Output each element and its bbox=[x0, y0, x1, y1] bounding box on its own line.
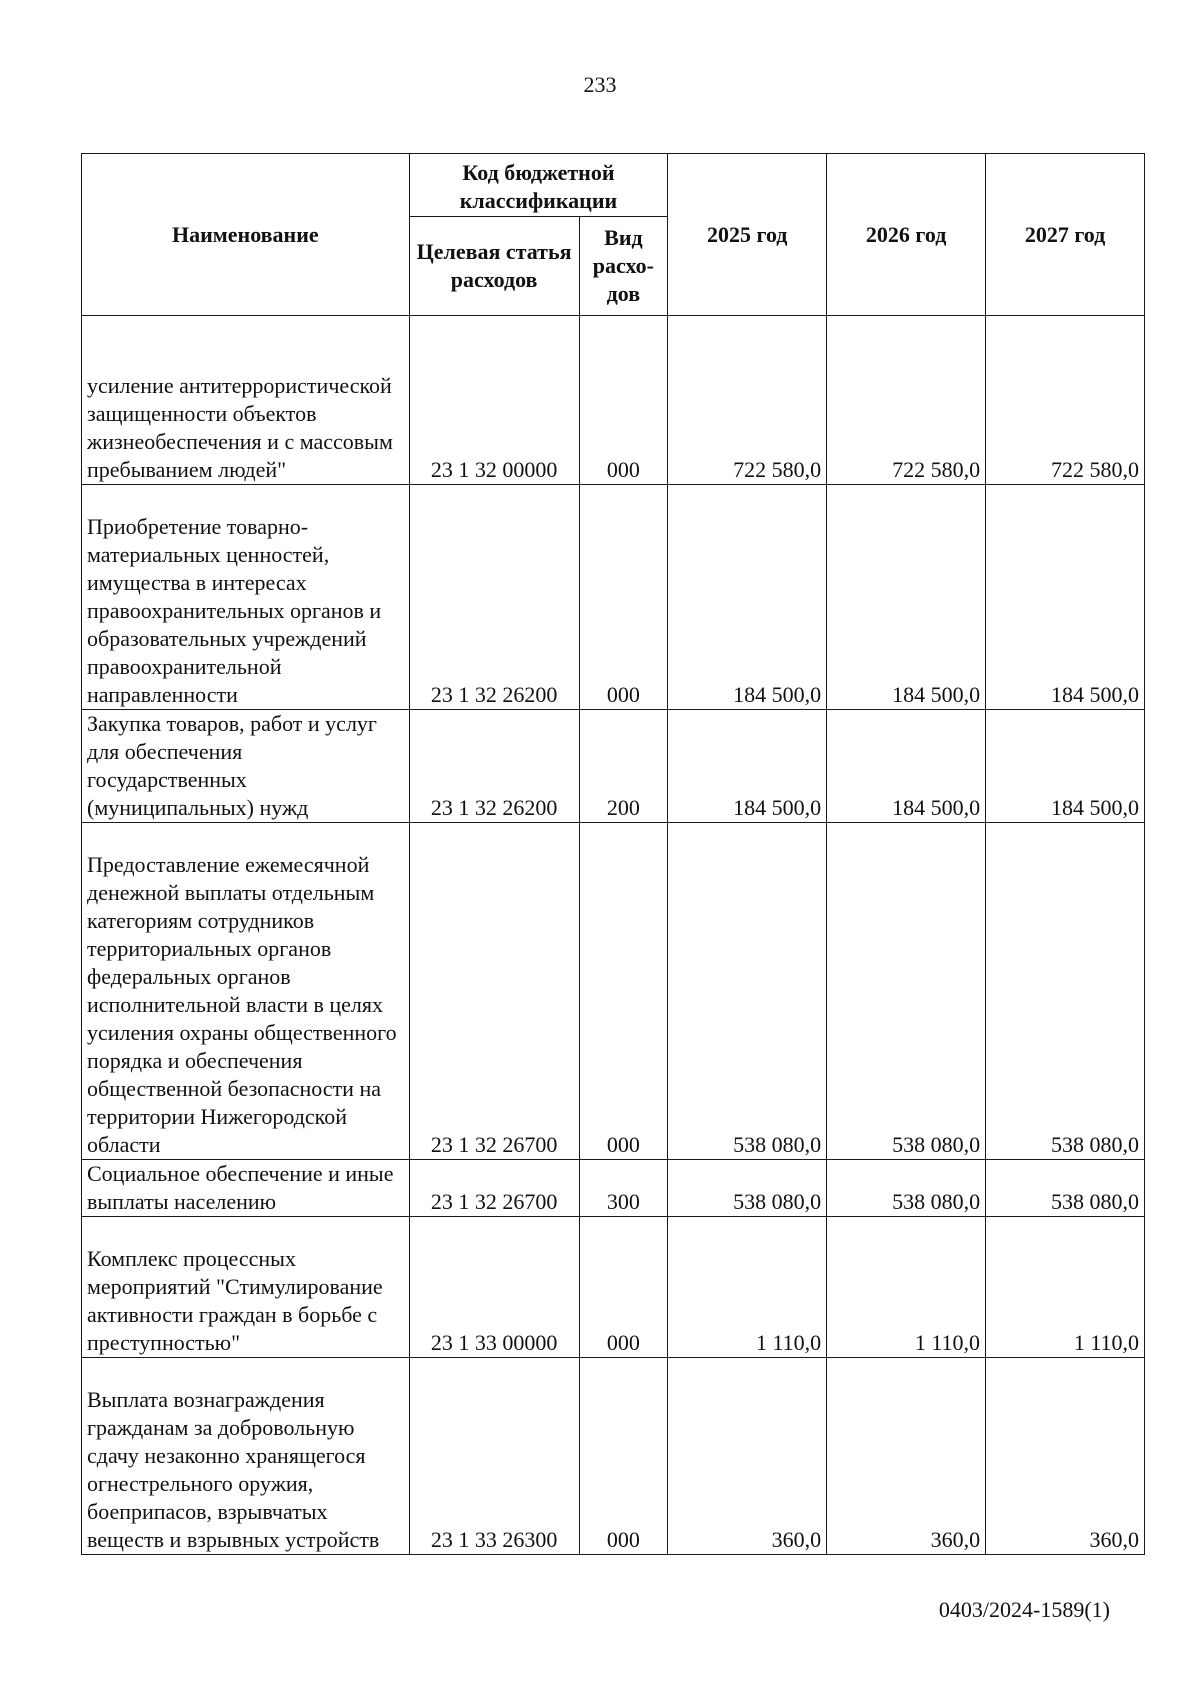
row-value-2026: 722 580,0 bbox=[827, 316, 986, 485]
row-name: Комплекс процессных мероприятий "Стимулирование активности граждан в борьбе с преступностью" bbox=[82, 1217, 410, 1358]
header-year-2027: 2027 год bbox=[986, 154, 1145, 316]
budget-table bbox=[81, 153, 1145, 1555]
row-value-2025: 538 080,0 bbox=[668, 1160, 827, 1217]
header-year-2025: 2025 год bbox=[668, 154, 827, 316]
table-row bbox=[82, 485, 1145, 710]
row-name: Социальное обеспечение и иные выплаты населению bbox=[82, 1160, 410, 1217]
header-kbk-group: Код бюджетной классификации bbox=[409, 154, 668, 217]
header-name: Наименование bbox=[82, 154, 410, 316]
table-row bbox=[82, 710, 1145, 823]
header-expense-type: Вид расхо-дов bbox=[579, 217, 668, 316]
row-value-2027: 360,0 bbox=[986, 1358, 1145, 1555]
row-value-2025: 722 580,0 bbox=[668, 316, 827, 485]
row-value-2027: 184 500,0 bbox=[986, 710, 1145, 823]
row-target-article: 23 1 32 26700 bbox=[409, 823, 579, 1160]
table-row bbox=[82, 1358, 1145, 1555]
row-value-2026: 360,0 bbox=[827, 1358, 986, 1555]
row-value-2027: 538 080,0 bbox=[986, 1160, 1145, 1217]
row-value-2027: 722 580,0 bbox=[986, 316, 1145, 485]
row-target-article: 23 1 32 26200 bbox=[409, 485, 579, 710]
row-value-2026: 184 500,0 bbox=[827, 485, 986, 710]
row-expense-type: 000 bbox=[579, 823, 668, 1160]
row-value-2025: 360,0 bbox=[668, 1358, 827, 1555]
table-row bbox=[82, 316, 1145, 485]
row-expense-type: 000 bbox=[579, 1358, 668, 1555]
row-value-2026: 538 080,0 bbox=[827, 823, 986, 1160]
row-value-2026: 1 110,0 bbox=[827, 1217, 986, 1358]
table-row bbox=[82, 1217, 1145, 1358]
page-number: 233 bbox=[583, 72, 617, 97]
row-value-2026: 538 080,0 bbox=[827, 1160, 986, 1217]
row-value-2027: 184 500,0 bbox=[986, 485, 1145, 710]
row-value-2025: 184 500,0 bbox=[668, 710, 827, 823]
row-name: Выплата вознаграждения гражданам за добровольную сдачу незаконно хранящегося огнестрельного оружия, боеприпасов, взрывчатых веществ и взрывных устройств bbox=[82, 1358, 410, 1555]
row-target-article: 23 1 32 26700 bbox=[409, 1160, 579, 1217]
row-name: Закупка товаров, работ и услуг для обеспечения государственных (муниципальных) нужд bbox=[82, 710, 410, 823]
row-name: Предоставление ежемесячной денежной выплаты отдельным категориям сотрудников территориальных органов федеральных органов исполнительной власти в целях усиления охраны общественного порядка и обеспечения общественной безопасности на территории Нижегородской области bbox=[82, 823, 410, 1160]
row-expense-type: 300 bbox=[579, 1160, 668, 1217]
table-row bbox=[82, 823, 1145, 1160]
row-target-article: 23 1 33 26300 bbox=[409, 1358, 579, 1555]
row-target-article: 23 1 33 00000 bbox=[409, 1217, 579, 1358]
row-target-article: 23 1 32 00000 bbox=[409, 316, 579, 485]
row-target-article: 23 1 32 26200 bbox=[409, 710, 579, 823]
row-value-2027: 1 110,0 bbox=[986, 1217, 1145, 1358]
row-value-2027: 538 080,0 bbox=[986, 823, 1145, 1160]
row-value-2025: 538 080,0 bbox=[668, 823, 827, 1160]
row-expense-type: 000 bbox=[579, 1217, 668, 1358]
document-code: 0403/2024-1589(1) bbox=[938, 1597, 1110, 1622]
header-year-2026: 2026 год bbox=[827, 154, 986, 316]
table-row bbox=[82, 1160, 1145, 1217]
row-value-2025: 184 500,0 bbox=[668, 485, 827, 710]
row-value-2025: 1 110,0 bbox=[668, 1217, 827, 1358]
table-header bbox=[82, 154, 1145, 316]
row-name: Приобретение товарно-материальных ценностей, имущества в интересах правоохранительных органов и образовательных учреждений правоохранительной направленности bbox=[82, 485, 410, 710]
row-value-2026: 184 500,0 bbox=[827, 710, 986, 823]
row-expense-type: 000 bbox=[579, 316, 668, 485]
header-target-article: Целевая статья расходов bbox=[409, 217, 579, 316]
row-expense-type: 200 bbox=[579, 710, 668, 823]
row-expense-type: 000 bbox=[579, 485, 668, 710]
row-name: усиление антитеррористической защищенности объектов жизнеобеспечения и с массовым пребыванием людей" bbox=[82, 316, 410, 485]
